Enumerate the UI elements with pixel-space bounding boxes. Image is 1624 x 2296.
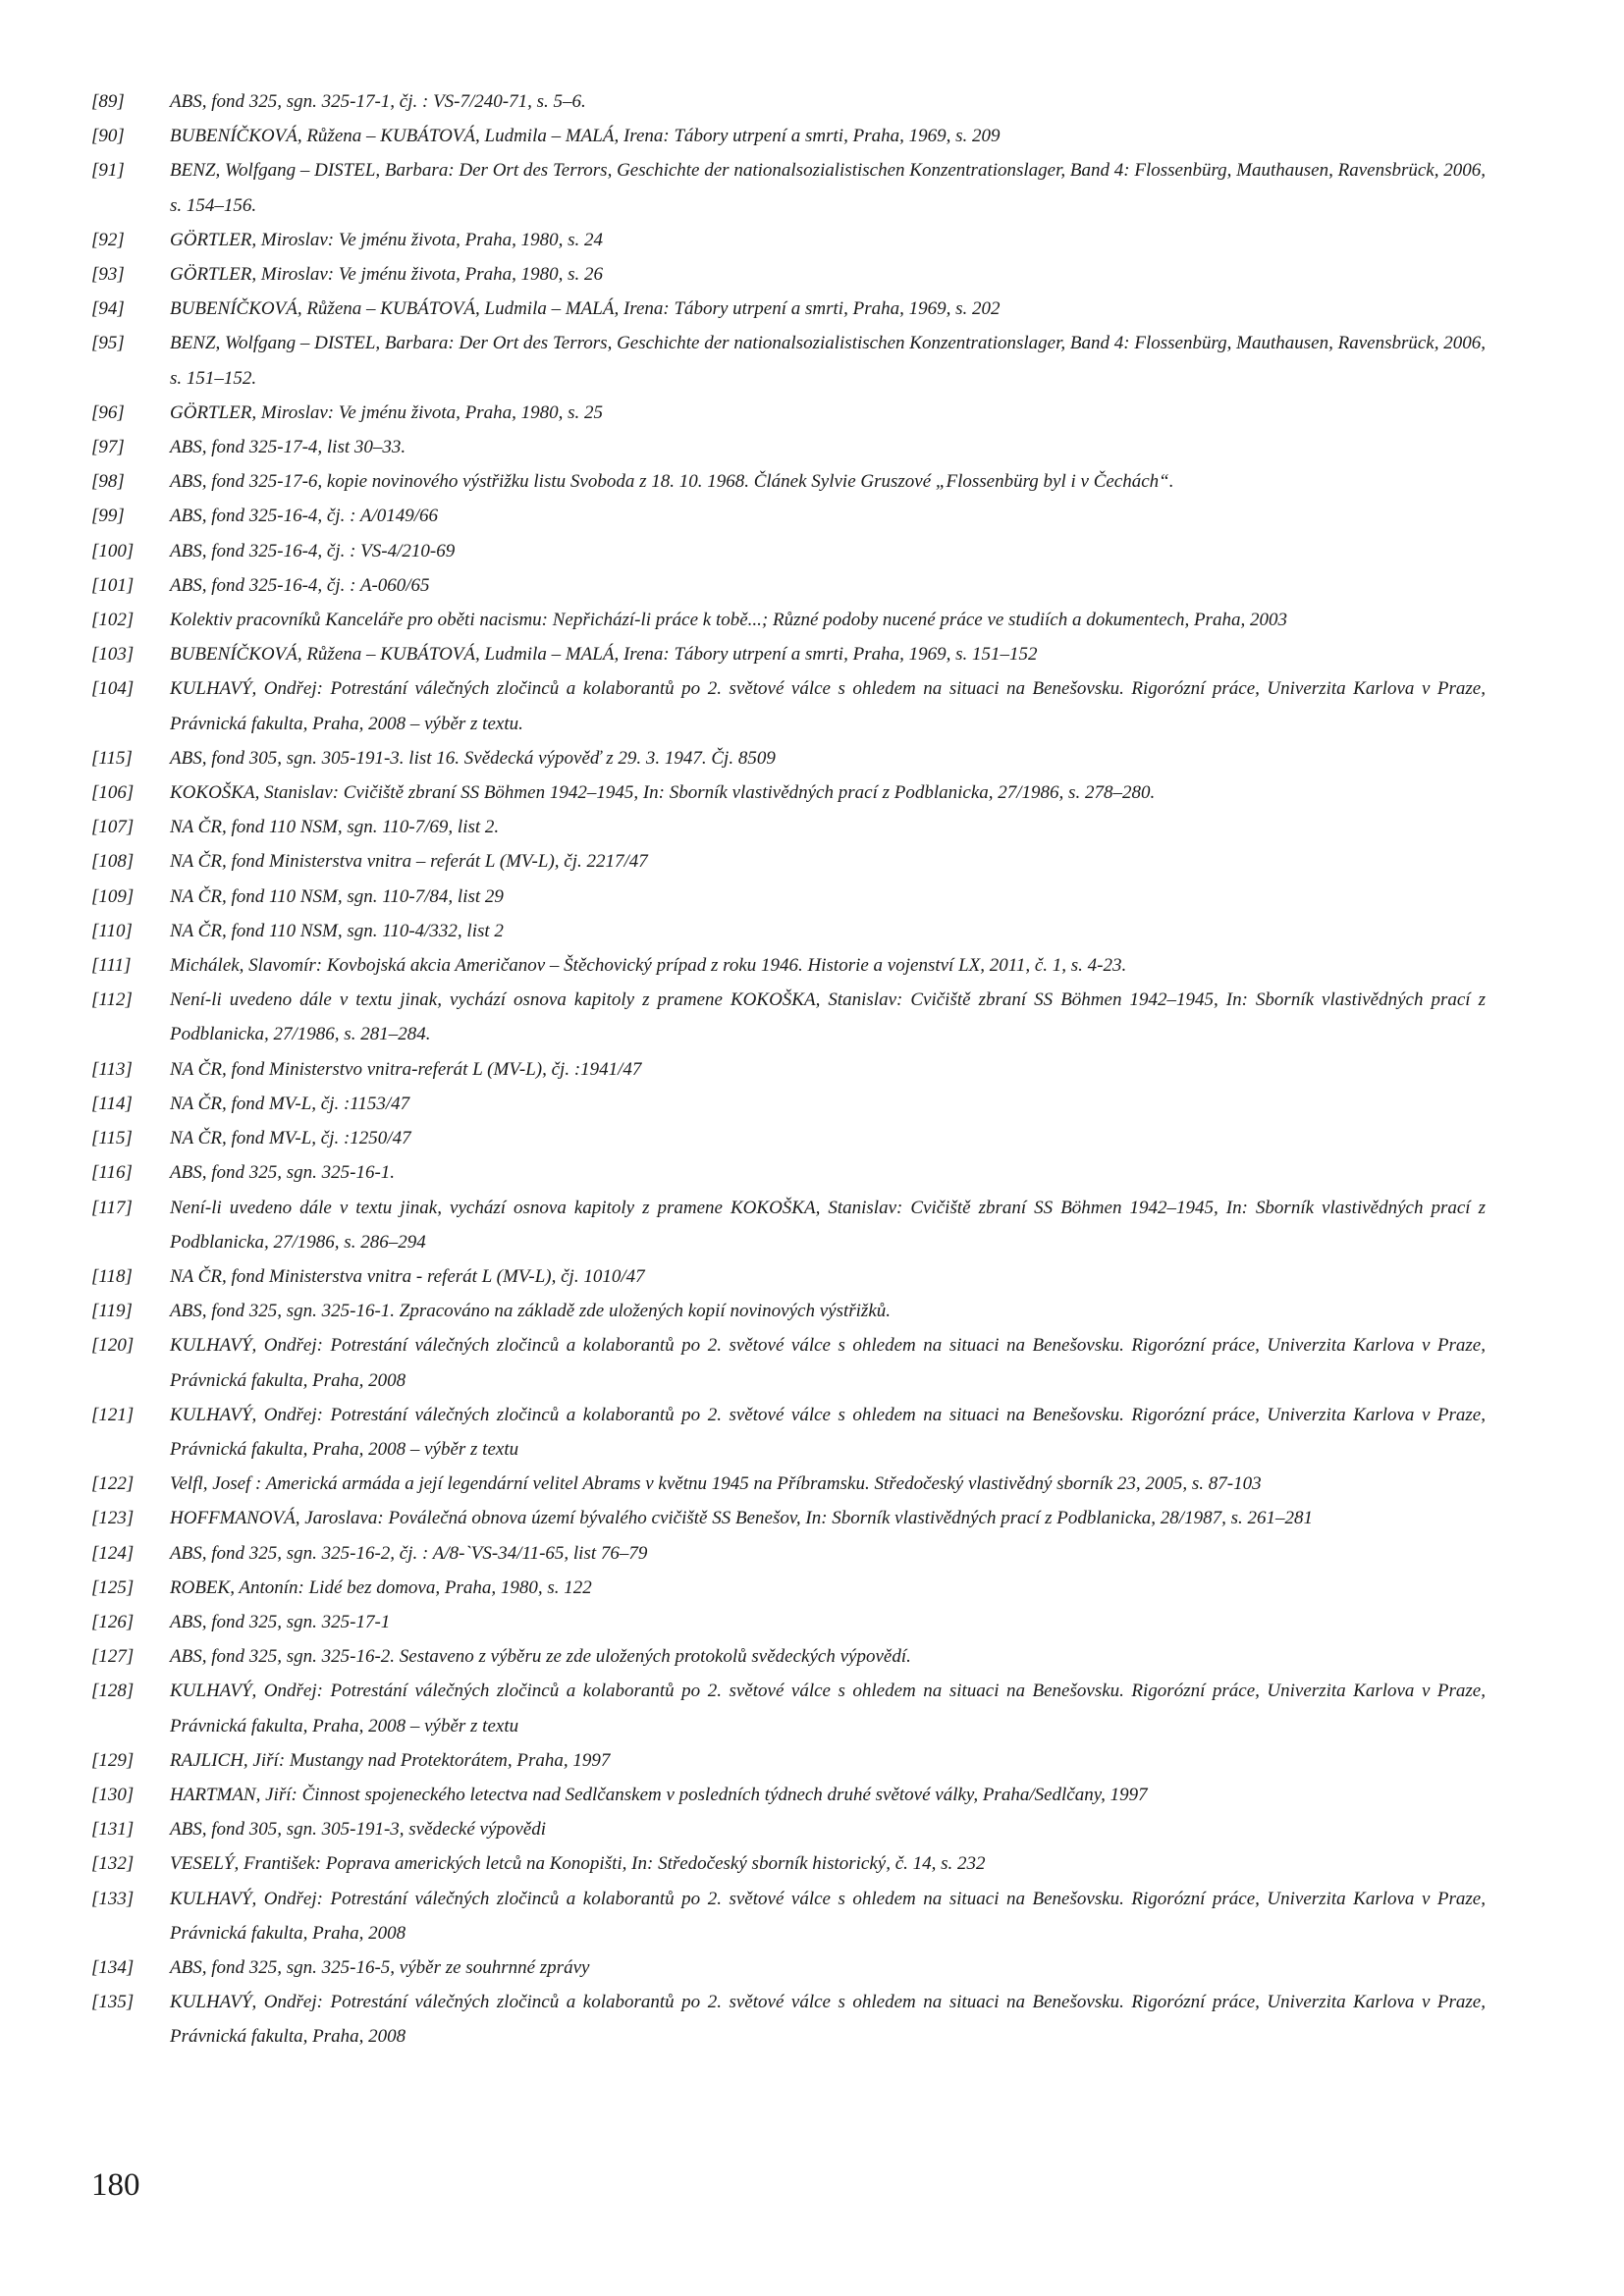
endnote-number: [96] [91, 401, 125, 423]
endnote-text: NA ČR, fond 110 NSM, sgn. 110-4/332, list 2 [170, 920, 504, 941]
endnote-item [91, 741, 1486, 775]
endnote-number: [127] [91, 1646, 135, 1668]
endnote-item [91, 1328, 1486, 1397]
endnote-number: [110] [91, 920, 133, 941]
endnote-text: Není-li uvedeno dále v textu jinak, vychází osnova kapitoly z pramene KOKOŠKA, Stanislav: Cvičiště zbraní SS Böhmen 1942–1945, In: Sborník vlastivědných prací z Podblanicka, 27/1986, s. 286–294 [170, 1197, 1486, 1253]
endnote-item [91, 1294, 1486, 1328]
endnote-text: KULHAVÝ, Ondřej: Potrestání válečných zločinců a kolaborantů po 2. světové válce s ohledem na situaci na Benešovsku. Rigorózní práce, Univerzita Karlova v Praze, Právnická fakulta, Praha, 2008 – výběr z textu. [170, 678, 1486, 734]
endnote-text: KOKOŠKA, Stanislav: Cvičiště zbraní SS Böhmen 1942–1945, In: Sborník vlastivědných prací z Podblanicka, 27/1986, s. 278–280. [170, 782, 1156, 804]
endnote-text: ABS, fond 325-17-4, list 30–33. [170, 437, 406, 458]
endnote-number: [115] [91, 747, 133, 769]
endnote-text: NA ČR, fond Ministerstva vnitra - referát L (MV-L), čj. 1010/47 [170, 1265, 645, 1287]
endnote-item [91, 1501, 1486, 1535]
endnote-item [91, 1812, 1486, 1846]
endnote-number: [99] [91, 506, 125, 527]
endnote-number: [122] [91, 1473, 135, 1495]
endnote-text: GÖRTLER, Miroslav: Ve jménu života, Praha, 1980, s. 24 [170, 229, 604, 250]
endnote-item [91, 1052, 1486, 1087]
endnote-number: [91] [91, 160, 125, 182]
endnote-number: [124] [91, 1542, 135, 1564]
endnote-text: ABS, fond 325, sgn. 325-16-2, čj. : A/8-`VS-34/11-65, list 76–79 [170, 1542, 648, 1564]
endnote-text: ABS, fond 325, sgn. 325-16-1. [170, 1162, 396, 1184]
endnote-item [91, 844, 1486, 879]
endnote-text: ABS, fond 325-16-4, čj. : VS-4/210-69 [170, 540, 456, 561]
endnote-number: [130] [91, 1784, 135, 1805]
endnote-item [91, 84, 1486, 119]
endnote-text: NA ČR, fond 110 NSM, sgn. 110-7/69, list 2. [170, 817, 500, 838]
endnote-text: ABS, fond 325-17-6, kopie novinového výstřižku listu Svoboda z 18. 10. 1968. Článek Sylvie Gruszové „Flossenbürg byl i v Čechách“. [170, 471, 1174, 493]
endnote-item [91, 1639, 1486, 1674]
endnote-number: [104] [91, 678, 135, 700]
endnote-text: BENZ, Wolfgang – DISTEL, Barbara: Der Ort des Terrors, Geschichte der nationalsozialistischen Konzentrationslager, Band 4: Flossenbürg, Mauthausen, Ravensbrück, 2006, s. 151–152. [170, 333, 1486, 389]
endnote-text: NA ČR, fond 110 NSM, sgn. 110-7/84, list 29 [170, 885, 504, 907]
endnote-item [91, 1778, 1486, 1812]
endnote-number: [95] [91, 333, 125, 354]
endnote-text: ABS, fond 325-16-4, čj. : A/0149/66 [170, 506, 439, 527]
endnote-item [91, 914, 1486, 948]
endnote-text: ROBEK, Antonín: Lidé bez domova, Praha, 1980, s. 122 [170, 1576, 592, 1598]
endnote-text: ABS, fond 325, sgn. 325-16-2. Sestaveno z výběru ze zde uložených protokolů svědeckých výpovědí. [170, 1646, 911, 1668]
endnote-item [91, 1846, 1486, 1881]
endnote-item [91, 1259, 1486, 1294]
endnote-text: ABS, fond 325-16-4, čj. : A-060/65 [170, 574, 430, 596]
endnote-number: [101] [91, 574, 135, 596]
endnote-item [91, 326, 1486, 395]
endnote-item [91, 1155, 1486, 1190]
endnote-item [91, 1882, 1486, 1950]
endnote-text: GÖRTLER, Miroslav: Ve jménu života, Praha, 1980, s. 25 [170, 401, 604, 423]
endnote-text: Michálek, Slavomír: Kovbojská akcia Američanov – Štěchovický prípad z roku 1946. Historie a vojenství LX, 2011, č. 1, s. 4-23. [170, 955, 1127, 977]
page-number: 180 [91, 2167, 140, 2203]
endnote-number: [123] [91, 1508, 135, 1529]
endnote-text: BUBENÍČKOVÁ, Růžena – KUBÁTOVÁ, Ludmila – MALÁ, Irena: Tábory utrpení a smrti, Praha, 1969, s. 151–152 [170, 644, 1038, 666]
endnote-item [91, 948, 1486, 983]
endnote-number: [90] [91, 126, 125, 147]
endnote-number: [89] [91, 91, 125, 112]
endnote-number: [126] [91, 1611, 135, 1632]
endnote-number: [134] [91, 1956, 135, 1978]
endnote-text: KULHAVÝ, Ondřej: Potrestání válečných zločinců a kolaborantů po 2. světové válce s ohledem na situaci na Benešovsku. Rigorózní práce, Univerzita Karlova v Praze, Právnická fakulta, Praha, 2008 [170, 1335, 1486, 1391]
endnote-number: [120] [91, 1335, 135, 1357]
endnote-number: [125] [91, 1576, 135, 1598]
endnote-item [91, 1985, 1486, 2054]
endnote-item [91, 1571, 1486, 1605]
endnote-text: KULHAVÝ, Ondřej: Potrestání válečných zločinců a kolaborantů po 2. světové válce s ohledem na situaci na Benešovsku. Rigorózní práce, Univerzita Karlova v Praze, Právnická fakulta, Praha, 2008 [170, 1992, 1486, 2048]
endnote-text: RAJLICH, Jiří: Mustangy nad Protektorátem, Praha, 1997 [170, 1749, 611, 1771]
endnote-item [91, 1674, 1486, 1742]
endnote-item [91, 1536, 1486, 1571]
endnote-item [91, 637, 1486, 671]
endnote-number: [116] [91, 1162, 133, 1184]
endnote-number: [100] [91, 540, 135, 561]
endnote-item [91, 880, 1486, 914]
endnote-item [91, 153, 1486, 222]
endnote-item [91, 603, 1486, 637]
endnote-text: BENZ, Wolfgang – DISTEL, Barbara: Der Ort des Terrors, Geschichte der nationalsozialistischen Konzentrationslager, Band 4: Flossenbürg, Mauthausen, Ravensbrück, 2006, s. 154–156. [170, 160, 1486, 216]
endnote-text: Velfl, Josef : Americká armáda a její legendární velitel Abrams v květnu 1945 na Příbramsku. Středočeský vlastivědný sborník 23, 2005, s. 87-103 [170, 1473, 1262, 1495]
endnote-item [91, 1191, 1486, 1259]
endnote-item [91, 568, 1486, 603]
endnote-number: [112] [91, 989, 133, 1011]
endnote-text: ABS, fond 305, sgn. 305-191-3, svědecké výpovědi [170, 1819, 547, 1841]
endnotes-list [91, 84, 1486, 2055]
endnote-text: NA ČR, fond MV-L, čj. :1250/47 [170, 1128, 411, 1149]
endnote-number: [115] [91, 1128, 133, 1149]
endnote-text: ABS, fond 325, sgn. 325-16-1. Zpracováno na základě zde uložených kopií novinových výstřižků. [170, 1301, 891, 1322]
endnote-number: [92] [91, 229, 125, 250]
endnote-text: NA ČR, fond MV-L, čj. :1153/47 [170, 1093, 410, 1114]
endnote-item [91, 396, 1486, 430]
endnote-text: VESELÝ, František: Poprava amerických letců na Konopišti, In: Středočeský sborník historický, č. 14, s. 232 [170, 1853, 986, 1875]
endnote-number: [129] [91, 1749, 135, 1771]
endnote-number: [103] [91, 644, 135, 666]
endnote-number: [108] [91, 851, 135, 873]
endnote-number: [117] [91, 1197, 133, 1218]
endnote-number: [98] [91, 471, 125, 493]
endnote-number: [121] [91, 1404, 135, 1425]
endnote-item [91, 1467, 1486, 1501]
endnote-text: NA ČR, fond Ministerstva vnitra – referát L (MV-L), čj. 2217/47 [170, 851, 648, 873]
endnote-text: KULHAVÝ, Ondřej: Potrestání válečných zločinců a kolaborantů po 2. světové válce s ohledem na situaci na Benešovsku. Rigorózní práce, Univerzita Karlova v Praze, Právnická fakulta, Praha, 2008 – výběr z textu [170, 1404, 1486, 1460]
endnote-item [91, 223, 1486, 257]
endnote-number: [132] [91, 1853, 135, 1875]
endnote-item [91, 1121, 1486, 1155]
endnote-text: ABS, fond 325, sgn. 325-17-1, čj. : VS-7/240-71, s. 5–6. [170, 91, 586, 112]
endnote-number: [106] [91, 782, 135, 804]
endnote-number: [118] [91, 1265, 133, 1287]
endnote-text: ABS, fond 325, sgn. 325-17-1 [170, 1611, 391, 1632]
endnote-text: KULHAVÝ, Ondřej: Potrestání válečných zločinců a kolaborantů po 2. světové válce s ohledem na situaci na Benešovsku. Rigorózní práce, Univerzita Karlova v Praze, Právnická fakulta, Praha, 2008 – výběr z textu [170, 1681, 1486, 1736]
endnote-item [91, 257, 1486, 292]
endnote-text: ABS, fond 305, sgn. 305-191-3. list 16. Svědecká výpověď z 29. 3. 1947. Čj. 8509 [170, 747, 776, 769]
endnote-number: [94] [91, 298, 125, 320]
endnote-number: [128] [91, 1681, 135, 1702]
endnote-number: [97] [91, 437, 125, 458]
endnote-number: [113] [91, 1058, 133, 1080]
endnote-text: BUBENÍČKOVÁ, Růžena – KUBÁTOVÁ, Ludmila – MALÁ, Irena: Tábory utrpení a smrti, Praha, 1969, s. 209 [170, 126, 1001, 147]
endnote-number: [107] [91, 817, 135, 838]
endnote-item [91, 1087, 1486, 1121]
endnote-number: [131] [91, 1819, 135, 1841]
endnote-item [91, 292, 1486, 326]
endnote-text: NA ČR, fond Ministerstvo vnitra-referát L (MV-L), čj. :1941/47 [170, 1058, 642, 1080]
endnote-number: [135] [91, 1992, 135, 2013]
endnote-number: [102] [91, 610, 135, 631]
endnote-text: GÖRTLER, Miroslav: Ve jménu života, Praha, 1980, s. 26 [170, 264, 604, 286]
endnote-item [91, 119, 1486, 153]
endnote-number: [109] [91, 885, 135, 907]
endnote-item [91, 775, 1486, 810]
endnote-text: BUBENÍČKOVÁ, Růžena – KUBÁTOVÁ, Ludmila – MALÁ, Irena: Tábory utrpení a smrti, Praha, 1969, s. 202 [170, 298, 1001, 320]
endnote-item [91, 499, 1486, 533]
endnote-item [91, 464, 1486, 499]
endnote-item [91, 430, 1486, 464]
endnote-number: [93] [91, 264, 125, 286]
endnote-text: Kolektiv pracovníků Kanceláře pro oběti nacismu: Nepřichází-li práce k tobě...; Různé podoby nucené práce ve studiích a dokumentech, Praha, 2003 [170, 610, 1287, 631]
endnote-item [91, 671, 1486, 740]
endnote-item [91, 810, 1486, 844]
endnote-item [91, 1398, 1486, 1467]
endnote-number: [133] [91, 1888, 135, 1909]
endnote-text: HARTMAN, Jiří: Činnost spojeneckého letectva nad Sedlčanskem v posledních týdnech druhé světové války, Praha/Sedlčany, 1997 [170, 1784, 1148, 1805]
endnote-text: Není-li uvedeno dále v textu jinak, vychází osnova kapitoly z pramene KOKOŠKA, Stanislav: Cvičiště zbraní SS Böhmen 1942–1945, In: Sborník vlastivědných prací z Podblanicka, 27/1986, s. 281–284. [170, 989, 1486, 1045]
endnote-number: [119] [91, 1301, 133, 1322]
endnote-text: ABS, fond 325, sgn. 325-16-5, výběr ze souhrnné zprávy [170, 1956, 590, 1978]
endnote-item [91, 1950, 1486, 1985]
endnote-item [91, 1743, 1486, 1778]
endnote-text: KULHAVÝ, Ondřej: Potrestání válečných zločinců a kolaborantů po 2. světové válce s ohledem na situaci na Benešovsku. Rigorózní práce, Univerzita Karlova v Praze, Právnická fakulta, Praha, 2008 [170, 1888, 1486, 1944]
endnote-item [91, 534, 1486, 568]
endnote-item [91, 1605, 1486, 1639]
endnote-number: [114] [91, 1093, 133, 1114]
endnote-text: HOFFMANOVÁ, Jaroslava: Poválečná obnova území bývalého cvičiště SS Benešov, In: Sborník vlastivědných prací z Podblanicka, 28/1987, s. 261–281 [170, 1508, 1313, 1529]
endnote-item [91, 983, 1486, 1051]
endnote-number: [111] [91, 955, 132, 977]
